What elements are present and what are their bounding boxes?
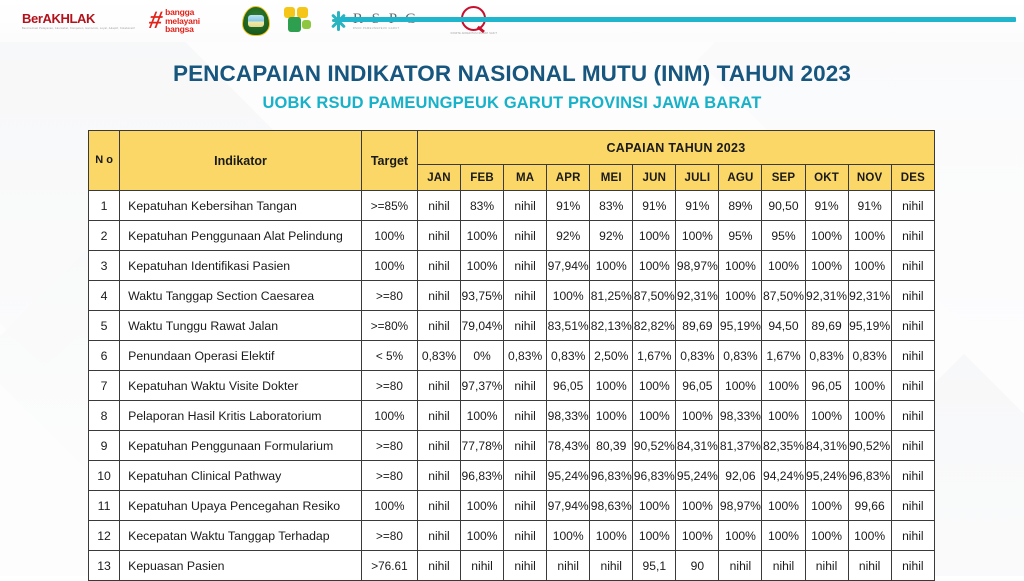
cell-value-nov: nihil <box>848 551 891 581</box>
cell-value-jan: nihil <box>417 251 460 281</box>
cell-value-juli: 100% <box>676 401 719 431</box>
cell-no: 9 <box>89 431 120 461</box>
cell-value-apr: 98,33% <box>547 401 590 431</box>
cell-value-sep: 100% <box>762 491 805 521</box>
cell-value-nov: 91% <box>848 191 891 221</box>
cell-indikator: Kepatuhan Identifikasi Pasien <box>120 251 362 281</box>
cell-value-ma: nihil <box>504 251 547 281</box>
cell-value-apr: nihil <box>547 551 590 581</box>
cell-no: 8 <box>89 401 120 431</box>
cell-value-mei: 81,25% <box>590 281 633 311</box>
table-row <box>89 401 935 431</box>
table-body <box>89 191 935 581</box>
cell-value-feb: 100% <box>461 221 504 251</box>
cell-value-jun: 100% <box>633 521 676 551</box>
column-header-month-agu: AGU <box>719 165 762 191</box>
berakhlak-tagline: Berorientasi Pelayanan, Akuntabel, Kompeten, Harmonis, Loyal, Adaptif, Kolaboratif <box>22 26 135 30</box>
cell-value-juli: 96,05 <box>676 371 719 401</box>
cell-value-okt: 91% <box>805 191 848 221</box>
inm-achievement-table <box>88 130 935 581</box>
cell-value-agu: 92,06 <box>719 461 762 491</box>
cell-value-jan: nihil <box>417 521 460 551</box>
cell-value-mei: 100% <box>590 371 633 401</box>
cell-value-des: nihil <box>891 461 934 491</box>
table-row <box>89 431 935 461</box>
column-header-month-nov: NOV <box>848 165 891 191</box>
cell-value-jun: 96,83% <box>633 461 676 491</box>
cell-value-sep: 95% <box>762 221 805 251</box>
table-row <box>89 341 935 371</box>
cell-value-agu: 89% <box>719 191 762 221</box>
rspg-tagline: RSUD PAMEUNGPEUK GARUT <box>352 27 400 30</box>
table-row <box>89 311 935 341</box>
column-header-month-des: DES <box>891 165 934 191</box>
cell-target: 100% <box>361 251 417 281</box>
cell-value-jan: nihil <box>417 431 460 461</box>
cell-value-sep: nihil <box>762 551 805 581</box>
cell-value-jun: 100% <box>633 251 676 281</box>
cell-value-agu: 100% <box>719 251 762 281</box>
cell-value-mei: 98,63% <box>590 491 633 521</box>
cell-no: 12 <box>89 521 120 551</box>
cell-value-jun: 91% <box>633 191 676 221</box>
column-header-month-jan: JAN <box>417 165 460 191</box>
cell-value-okt: 95,24% <box>805 461 848 491</box>
cell-value-jan: nihil <box>417 491 460 521</box>
cell-value-des: nihil <box>891 521 934 551</box>
cell-value-mei: 80,39 <box>590 431 633 461</box>
column-header-capaian-group: CAPAIAN TAHUN 2023 <box>417 131 934 165</box>
page-title: PENCAPAIAN INDIKATOR NASIONAL MUTU (INM) TAHUN 2023 <box>172 61 852 86</box>
column-header-month-juli: JULI <box>676 165 719 191</box>
cell-value-apr: 100% <box>547 521 590 551</box>
cell-value-feb: 100% <box>461 251 504 281</box>
cell-value-jun: 87,50% <box>633 281 676 311</box>
cell-value-jan: nihil <box>417 461 460 491</box>
cell-value-feb: 83% <box>461 191 504 221</box>
cell-target: >=80 <box>361 461 417 491</box>
cell-value-okt: 100% <box>805 521 848 551</box>
cell-value-juli: 95,24% <box>676 461 719 491</box>
cell-value-des: nihil <box>891 281 934 311</box>
cell-value-mei: 92% <box>590 221 633 251</box>
cell-value-ma: nihil <box>504 371 547 401</box>
cell-indikator: Pelaporan Hasil Kritis Laboratorium <box>120 401 362 431</box>
cell-no: 3 <box>89 251 120 281</box>
page-subtitle: UOBK RSUD PAMEUNGPEUK GARUT PROVINSI JAWA BARAT <box>262 94 762 113</box>
cell-value-mei: 100% <box>590 521 633 551</box>
cell-value-ma: nihil <box>504 491 547 521</box>
cell-value-sep: 100% <box>762 371 805 401</box>
cell-indikator: Kepatuhan Penggunaan Alat Pelindung <box>120 221 362 251</box>
column-header-no: N o <box>89 131 120 191</box>
cell-value-sep: 1,67% <box>762 341 805 371</box>
cell-value-jan: nihil <box>417 281 460 311</box>
cell-value-nov: 100% <box>848 401 891 431</box>
cell-value-des: nihil <box>891 251 934 281</box>
cell-value-jun: 100% <box>633 221 676 251</box>
table-row <box>89 281 935 311</box>
column-header-month-ma: MA <box>504 165 547 191</box>
cell-value-jun: 100% <box>633 401 676 431</box>
cell-value-nov: 100% <box>848 221 891 251</box>
cell-no: 7 <box>89 371 120 401</box>
cell-value-okt: 100% <box>805 251 848 281</box>
hashtag-icon: # <box>146 7 165 35</box>
cell-target: >=85% <box>361 191 417 221</box>
cell-value-jan: nihil <box>417 221 460 251</box>
cell-value-apr: 97,94% <box>547 491 590 521</box>
cell-indikator: Kepatuhan Waktu Visite Dokter <box>120 371 362 401</box>
cell-value-juli: 100% <box>676 521 719 551</box>
cell-value-des: nihil <box>891 401 934 431</box>
cell-target: 100% <box>361 491 417 521</box>
cell-value-nov: 100% <box>848 521 891 551</box>
table-row <box>89 491 935 521</box>
column-header-month-jun: JUN <box>633 165 676 191</box>
cell-value-sep: 94,24% <box>762 461 805 491</box>
bangga-melayani-bangsa-logo <box>146 6 200 36</box>
cell-target: >=80 <box>361 521 417 551</box>
cell-value-ma: nihil <box>504 221 547 251</box>
cell-value-feb: 100% <box>461 521 504 551</box>
cell-indikator: Kepatuhan Clinical Pathway <box>120 461 362 491</box>
cell-value-apr: 91% <box>547 191 590 221</box>
cell-value-agu: 95% <box>719 221 762 251</box>
cell-value-okt: 84,31% <box>805 431 848 461</box>
cell-value-jun: 100% <box>633 491 676 521</box>
cell-value-okt: 0,83% <box>805 341 848 371</box>
cell-value-jun: 100% <box>633 371 676 401</box>
cell-value-sep: 94,50 <box>762 311 805 341</box>
table-row <box>89 251 935 281</box>
cell-value-ma: nihil <box>504 551 547 581</box>
cell-indikator: Waktu Tunggu Rawat Jalan <box>120 311 362 341</box>
cell-value-nov: 96,83% <box>848 461 891 491</box>
cell-value-okt: 100% <box>805 491 848 521</box>
cell-value-apr: 0,83% <box>547 341 590 371</box>
cell-no: 2 <box>89 221 120 251</box>
cell-value-agu: 0,83% <box>719 341 762 371</box>
cell-value-jan: nihil <box>417 371 460 401</box>
cell-value-jan: 0,83% <box>417 341 460 371</box>
cell-value-juli: 89,69 <box>676 311 719 341</box>
cell-value-feb: 100% <box>461 401 504 431</box>
table-row <box>89 461 935 491</box>
cell-value-agu: 100% <box>719 281 762 311</box>
cell-value-jan: nihil <box>417 311 460 341</box>
cell-value-agu: nihil <box>719 551 762 581</box>
cell-value-ma: nihil <box>504 281 547 311</box>
column-header-month-sep: SEP <box>762 165 805 191</box>
cell-target: >76.61 <box>361 551 417 581</box>
cell-indikator: Waktu Tanggap Section Caesarea <box>120 281 362 311</box>
cell-value-feb: 97,37% <box>461 371 504 401</box>
table-head <box>89 131 935 191</box>
column-header-month-apr: APR <box>547 165 590 191</box>
cell-value-apr: 83,51% <box>547 311 590 341</box>
cell-value-mei: 100% <box>590 401 633 431</box>
cell-value-jun: 90,52% <box>633 431 676 461</box>
cell-value-okt: nihil <box>805 551 848 581</box>
cell-value-mei: 96,83% <box>590 461 633 491</box>
cell-indikator: Kepatuhan Penggunaan Formularium <box>120 431 362 461</box>
cell-value-mei: 83% <box>590 191 633 221</box>
cell-no: 5 <box>89 311 120 341</box>
cell-value-mei: 2,50% <box>590 341 633 371</box>
cell-value-ma: nihil <box>504 401 547 431</box>
cell-no: 6 <box>89 341 120 371</box>
cell-value-apr: 95,24% <box>547 461 590 491</box>
table-header-row-1 <box>89 131 935 165</box>
cell-value-agu: 98,33% <box>719 401 762 431</box>
cell-value-feb: 77,78% <box>461 431 504 461</box>
cell-value-des: nihil <box>891 221 934 251</box>
cell-value-feb: nihil <box>461 551 504 581</box>
cell-indikator: Kepatuhan Upaya Pencegahan Resiko <box>120 491 362 521</box>
cell-value-juli: 91% <box>676 191 719 221</box>
cell-target: >=80 <box>361 281 417 311</box>
cell-value-juli: 92,31% <box>676 281 719 311</box>
cell-value-jan: nihil <box>417 191 460 221</box>
cell-value-juli: 100% <box>676 221 719 251</box>
cell-value-sep: 82,35% <box>762 431 805 461</box>
cell-no: 4 <box>89 281 120 311</box>
cell-value-juli: 84,31% <box>676 431 719 461</box>
cell-value-feb: 100% <box>461 491 504 521</box>
table-row <box>89 221 935 251</box>
cell-value-agu: 100% <box>719 521 762 551</box>
cell-value-des: nihil <box>891 551 934 581</box>
cell-no: 11 <box>89 491 120 521</box>
cell-value-nov: 92,31% <box>848 281 891 311</box>
cell-value-sep: 100% <box>762 401 805 431</box>
cell-value-des: nihil <box>891 311 934 341</box>
cell-value-sep: 100% <box>762 521 805 551</box>
cell-value-sep: 100% <box>762 251 805 281</box>
jawa-barat-emblem <box>242 6 270 36</box>
cell-value-juli: 0,83% <box>676 341 719 371</box>
cell-value-ma: nihil <box>504 311 547 341</box>
cell-value-okt: 89,69 <box>805 311 848 341</box>
cell-value-ma: nihil <box>504 191 547 221</box>
cell-value-jan: nihil <box>417 551 460 581</box>
column-header-month-okt: OKT <box>805 165 848 191</box>
column-header-month-mei: MEI <box>590 165 633 191</box>
cell-value-nov: 0,83% <box>848 341 891 371</box>
cell-value-apr: 96,05 <box>547 371 590 401</box>
cell-value-apr: 92% <box>547 221 590 251</box>
cell-no: 1 <box>89 191 120 221</box>
berakhlak-wordmark: BerAKHLAK <box>22 10 95 26</box>
cell-value-feb: 96,83% <box>461 461 504 491</box>
cell-target: >=80% <box>361 311 417 341</box>
bangga-line-2: melayani <box>165 15 200 26</box>
garut-cross-logo <box>284 6 314 36</box>
cell-value-jan: nihil <box>417 401 460 431</box>
cell-value-jun: 95,1 <box>633 551 676 581</box>
cell-target: 100% <box>361 221 417 251</box>
cell-no: 10 <box>89 461 120 491</box>
cell-value-mei: 82,13% <box>590 311 633 341</box>
cell-value-nov: 90,52% <box>848 431 891 461</box>
header-accent-rule <box>340 17 1016 22</box>
column-header-target: Target <box>361 131 417 191</box>
cell-value-agu: 81,37% <box>719 431 762 461</box>
cell-value-okt: 100% <box>805 401 848 431</box>
cell-value-feb: 0% <box>461 341 504 371</box>
table-row <box>89 191 935 221</box>
cell-value-des: nihil <box>891 191 934 221</box>
cell-value-des: nihil <box>891 341 934 371</box>
cell-value-feb: 79,04% <box>461 311 504 341</box>
cell-value-juli: 98,97% <box>676 251 719 281</box>
cell-value-juli: 100% <box>676 491 719 521</box>
cell-value-juli: 90 <box>676 551 719 581</box>
cell-target: >=80 <box>361 371 417 401</box>
cell-value-ma: nihil <box>504 431 547 461</box>
cell-indikator: Kepuasan Pasien <box>120 551 362 581</box>
cell-value-des: nihil <box>891 431 934 461</box>
table-row <box>89 521 935 551</box>
bangga-line-1: bangga <box>165 7 195 18</box>
cell-value-apr: 97,94% <box>547 251 590 281</box>
cell-value-jun: 1,67% <box>633 341 676 371</box>
table-row <box>89 551 935 581</box>
cell-no: 13 <box>89 551 120 581</box>
cross-cluster-icon <box>284 7 314 35</box>
column-header-month-feb: FEB <box>461 165 504 191</box>
cell-indikator: Kepatuhan Kebersihan Tangan <box>120 191 362 221</box>
cell-value-nov: 100% <box>848 371 891 401</box>
cell-value-jun: 82,82% <box>633 311 676 341</box>
cell-value-ma: nihil <box>504 461 547 491</box>
cell-indikator: Kecepatan Waktu Tanggap Terhadap <box>120 521 362 551</box>
cell-value-des: nihil <box>891 371 934 401</box>
cell-target: 100% <box>361 401 417 431</box>
cell-value-ma: 0,83% <box>504 341 547 371</box>
cell-value-apr: 100% <box>547 281 590 311</box>
cell-value-agu: 100% <box>719 371 762 401</box>
cell-value-mei: nihil <box>590 551 633 581</box>
bangga-line-3: bangsa <box>165 24 194 35</box>
akreditasi-tagline: KOMITE AKREDITASI RUMAH SAKIT <box>450 32 498 35</box>
cell-value-okt: 92,31% <box>805 281 848 311</box>
cell-value-okt: 96,05 <box>805 371 848 401</box>
cell-value-nov: 95,19% <box>848 311 891 341</box>
cell-value-des: nihil <box>891 491 934 521</box>
jawa-barat-shield-icon <box>242 6 270 36</box>
cell-value-nov: 100% <box>848 251 891 281</box>
cell-value-agu: 95,19% <box>719 311 762 341</box>
cell-value-feb: 93,75% <box>461 281 504 311</box>
cell-value-okt: 100% <box>805 221 848 251</box>
cell-value-sep: 87,50% <box>762 281 805 311</box>
berakhlak-logo <box>22 6 135 36</box>
cell-value-mei: 100% <box>590 251 633 281</box>
cell-indikator: Penundaan Operasi Elektif <box>120 341 362 371</box>
cell-value-ma: nihil <box>504 521 547 551</box>
table-row <box>89 371 935 401</box>
column-header-indikator: Indikator <box>120 131 362 191</box>
cell-value-nov: 99,66 <box>848 491 891 521</box>
cell-target: >=80 <box>361 431 417 461</box>
cell-value-agu: 98,97% <box>719 491 762 521</box>
cell-value-apr: 78,43% <box>547 431 590 461</box>
cell-target: < 5% <box>361 341 417 371</box>
cell-value-sep: 90,50 <box>762 191 805 221</box>
title-block <box>0 60 1024 114</box>
inm-table-container <box>88 130 935 581</box>
